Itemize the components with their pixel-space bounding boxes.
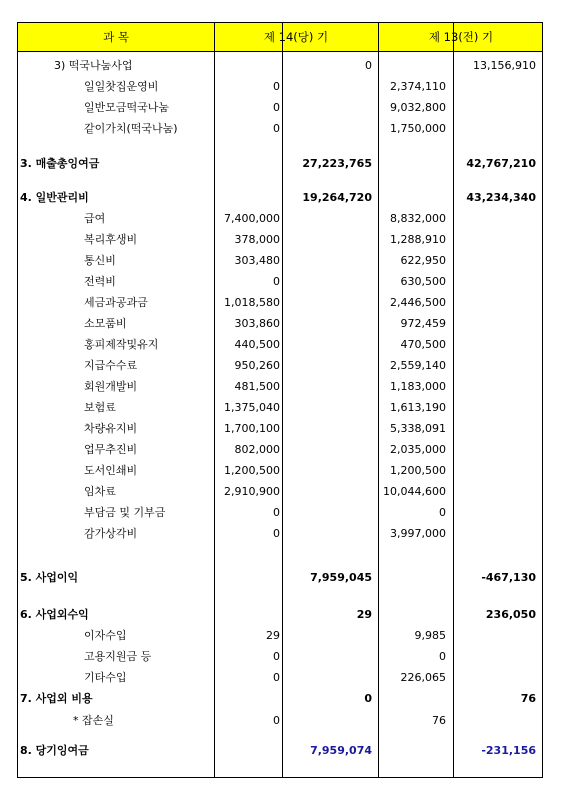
row-label: 업무추진비 bbox=[84, 443, 138, 456]
current-item: 1,018,580 bbox=[224, 296, 280, 309]
previous-item: 2,035,000 bbox=[390, 443, 446, 456]
row-label: 3. 매출총잉여금 bbox=[20, 157, 100, 170]
row-label: 전력비 bbox=[84, 275, 116, 288]
table-row bbox=[18, 209, 542, 229]
previous-item: 0 bbox=[439, 506, 446, 519]
previous-item: 1,613,190 bbox=[390, 401, 446, 414]
table-row bbox=[18, 626, 542, 646]
table-row bbox=[18, 689, 542, 709]
table-row bbox=[18, 119, 542, 139]
previous-item: 8,832,000 bbox=[390, 212, 446, 225]
row-label: 세금과공과금 bbox=[84, 296, 148, 309]
previous-item: 972,459 bbox=[400, 317, 446, 330]
current-item: 481,500 bbox=[234, 380, 280, 393]
row-label: 통신비 bbox=[84, 254, 116, 267]
current-item: 1,375,040 bbox=[224, 401, 280, 414]
table-row bbox=[18, 440, 542, 460]
current-item: 0 bbox=[273, 122, 280, 135]
previous-item: 2,559,140 bbox=[390, 359, 446, 372]
previous-item: 1,750,000 bbox=[390, 122, 446, 135]
current-item: 0 bbox=[273, 506, 280, 519]
table-row bbox=[18, 251, 542, 271]
table-row bbox=[18, 335, 542, 355]
table-row bbox=[18, 568, 542, 588]
row-label: 회원개발비 bbox=[84, 380, 138, 393]
row-label: 고용지원금 등 bbox=[84, 650, 152, 663]
table-row bbox=[18, 293, 542, 313]
current-item: 0 bbox=[273, 714, 280, 727]
row-label: 부담금 및 기부금 bbox=[84, 506, 166, 519]
current-item: 0 bbox=[273, 527, 280, 540]
previous-total: -467,130 bbox=[481, 571, 536, 584]
table-row bbox=[18, 647, 542, 667]
row-label: 지급수수료 bbox=[84, 359, 138, 372]
previous-item: 2,446,500 bbox=[390, 296, 446, 309]
table-row bbox=[18, 154, 542, 174]
table-row bbox=[18, 272, 542, 292]
previous-item: 470,500 bbox=[400, 338, 446, 351]
row-label: 일일찻집운영비 bbox=[84, 80, 159, 93]
previous-item: 3,997,000 bbox=[390, 527, 446, 540]
table-row bbox=[18, 503, 542, 523]
income-statement-table bbox=[17, 22, 543, 778]
current-item: 2,910,900 bbox=[224, 485, 280, 498]
table-row bbox=[18, 605, 542, 625]
current-item: 0 bbox=[273, 671, 280, 684]
row-label: 급여 bbox=[84, 212, 106, 225]
row-label: * 잡손실 bbox=[73, 714, 114, 727]
previous-total: 76 bbox=[520, 692, 536, 705]
current-total: 0 bbox=[365, 59, 372, 72]
row-label: 5. 사업이익 bbox=[20, 571, 79, 584]
current-total: 7,959,045 bbox=[310, 571, 372, 584]
previous-total: 43,234,340 bbox=[466, 191, 536, 204]
row-label: 같이가치(떡국나눔) bbox=[84, 122, 178, 135]
previous-item: 76 bbox=[432, 714, 446, 727]
current-total: 29 bbox=[356, 608, 372, 621]
table-row bbox=[18, 524, 542, 544]
current-item: 440,500 bbox=[234, 338, 280, 351]
row-label: 차량유지비 bbox=[84, 422, 138, 435]
previous-item: 1,183,000 bbox=[390, 380, 446, 393]
row-label: 일반모금떡국나눔 bbox=[84, 101, 170, 114]
table-row bbox=[18, 314, 542, 334]
current-item: 950,260 bbox=[234, 359, 280, 372]
row-label: 8. 당기잉여금 bbox=[20, 744, 89, 757]
current-item: 1,200,500 bbox=[224, 464, 280, 477]
current-item: 0 bbox=[273, 275, 280, 288]
current-item: 378,000 bbox=[234, 233, 280, 246]
row-label: 감가상각비 bbox=[84, 527, 138, 540]
table-row bbox=[18, 711, 542, 731]
table-row bbox=[18, 482, 542, 502]
table-header bbox=[18, 23, 542, 52]
previous-total: 13,156,910 bbox=[473, 59, 536, 72]
current-total: 0 bbox=[364, 692, 372, 705]
row-label: 기타수입 bbox=[84, 671, 127, 684]
previous-item: 9,985 bbox=[414, 629, 446, 642]
current-item: 303,480 bbox=[234, 254, 280, 267]
table-row bbox=[18, 188, 542, 208]
current-total: 19,264,720 bbox=[302, 191, 372, 204]
table-row bbox=[18, 98, 542, 118]
row-label: 홍피제작및유지 bbox=[84, 338, 159, 351]
table-row bbox=[18, 461, 542, 481]
current-item: 7,400,000 bbox=[224, 212, 280, 225]
current-item: 303,860 bbox=[234, 317, 280, 330]
row-label: 6. 사업외수익 bbox=[20, 608, 89, 621]
previous-item: 622,950 bbox=[400, 254, 446, 267]
previous-item: 9,032,800 bbox=[390, 101, 446, 114]
header-current-period: 제 14(당) 기 bbox=[263, 30, 329, 44]
table-row bbox=[18, 56, 542, 76]
row-label: 4. 일반관리비 bbox=[20, 191, 89, 204]
previous-item: 1,288,910 bbox=[390, 233, 446, 246]
previous-item: 226,065 bbox=[400, 671, 446, 684]
row-label: 도서인쇄비 bbox=[84, 464, 138, 477]
current-item: 0 bbox=[273, 650, 280, 663]
current-item: 802,000 bbox=[234, 443, 280, 456]
header-subject: 과 목 bbox=[103, 30, 129, 44]
current-item: 29 bbox=[266, 629, 280, 642]
previous-total: -231,156 bbox=[481, 744, 536, 757]
table-row bbox=[18, 356, 542, 376]
current-total: 7,959,074 bbox=[310, 744, 372, 757]
table-row bbox=[18, 230, 542, 250]
header-previous-period: 제 13(전) 기 bbox=[428, 30, 494, 44]
table-row bbox=[18, 398, 542, 418]
previous-item: 630,500 bbox=[400, 275, 446, 288]
previous-item: 1,200,500 bbox=[390, 464, 446, 477]
previous-item: 5,338,091 bbox=[390, 422, 446, 435]
row-label: 3) 떡국나눔사업 bbox=[54, 59, 133, 72]
current-item: 0 bbox=[273, 101, 280, 114]
current-item: 1,700,100 bbox=[224, 422, 280, 435]
table-row bbox=[18, 741, 542, 761]
previous-item: 0 bbox=[439, 650, 446, 663]
table-row bbox=[18, 377, 542, 397]
table-row bbox=[18, 77, 542, 97]
row-label: 7. 사업외 비용 bbox=[20, 692, 93, 705]
previous-total: 236,050 bbox=[485, 608, 536, 621]
current-total: 27,223,765 bbox=[302, 157, 372, 170]
current-item: 0 bbox=[273, 80, 280, 93]
row-label: 보험료 bbox=[84, 401, 116, 414]
table-row bbox=[18, 668, 542, 688]
row-label: 임차료 bbox=[84, 485, 116, 498]
table-row bbox=[18, 419, 542, 439]
previous-total: 42,767,210 bbox=[466, 157, 536, 170]
previous-item: 10,044,600 bbox=[383, 485, 446, 498]
previous-item: 2,374,110 bbox=[390, 80, 446, 93]
row-label: 복리후생비 bbox=[84, 233, 138, 246]
row-label: 소모품비 bbox=[84, 317, 127, 330]
row-label: 이자수입 bbox=[84, 629, 127, 642]
